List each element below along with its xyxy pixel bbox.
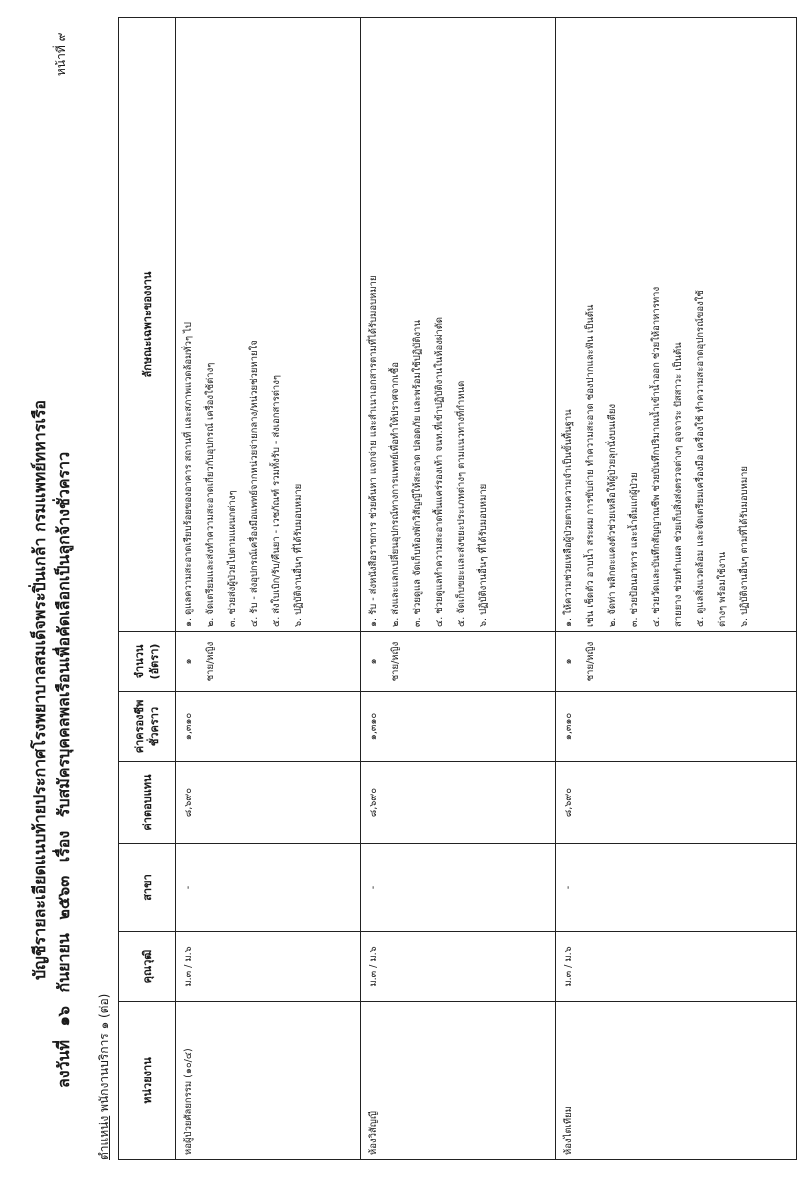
- duty-line: ๖. ปฏิบัติงานอื่นๆ ตามที่ได้รับมอบหมาย: [739, 466, 750, 627]
- position-line: [95, 994, 114, 1160]
- count-value: ๑: [368, 658, 379, 665]
- duty-line: ๓. ช่วยส่งผู้ป่วยไปตามแผนกต่างๆ: [227, 490, 238, 627]
- duty-line: ๒. จัดท่า พลิกตะแคงตัวช่วยเหลือให้ผู้ป่วยลุกนั่งบนเตียง: [607, 403, 618, 627]
- gender-value: ชาย/หญิง: [390, 641, 401, 682]
- pay-cell: ๘,๖๙๐: [176, 762, 361, 844]
- position-value: พนักงานบริการ ๑ (ต่อ): [97, 993, 111, 1116]
- gender-value: ชาย/หญิง: [205, 641, 216, 682]
- column-header-unit: หน่วยงาน: [119, 1002, 176, 1160]
- count-value: ๑: [183, 658, 194, 665]
- field-cell: -: [361, 844, 556, 932]
- page-number: หน้าที่ ๙: [54, 32, 68, 76]
- duty-line: ๖. ปฏิบัติงานอื่นๆ ที่ได้รับมอบหมาย: [293, 483, 304, 627]
- column-header-count: จำนวน (อัตรา): [119, 632, 176, 692]
- duty-line: ๕. ดูแลสิ่งแวดล้อม และจัดเตรียมเครื่องมือ เครื่องใช้ ทำความสะอาดอุปกรณ์ของใช้: [695, 290, 706, 627]
- count-cell: [361, 632, 556, 692]
- qualification-cell: ม.๓ / ม.๖: [361, 932, 556, 1002]
- column-header-duties: ลักษณะเฉพาะของงาน: [119, 18, 176, 632]
- job-details-table: [118, 17, 797, 1160]
- qualification-cell: ม.๓ / ม.๖: [176, 932, 361, 1002]
- table-row: [556, 18, 797, 1160]
- qualification-cell: ม.๓ / ม.๖: [556, 932, 797, 1002]
- duty-line: ต่างๆ พร้อมใช้งาน: [717, 551, 728, 627]
- column-header-allowance: ค่าครองชีพ ชั่วคราว: [119, 692, 176, 762]
- position-label: ตำแหน่ง: [97, 1115, 111, 1160]
- allowance-cell: ๑,๓๑๐: [176, 692, 361, 762]
- duty-line: ๑. ให้ความช่วยเหลือผู้ป่วยตามความจำเป็นขั้นพื้นฐาน: [563, 409, 574, 627]
- unit-cell: หอผู้ป่วยศัลยกรรม (๑๐/๔): [176, 1002, 361, 1160]
- column-header-qualification: คุณวุฒิ: [119, 932, 176, 1002]
- count-value: ๑: [563, 658, 574, 665]
- gender-value: ชาย/หญิง: [585, 641, 596, 682]
- duties-cell: [176, 18, 361, 632]
- allowance-cell: ๑,๓๑๐: [361, 692, 556, 762]
- duty-line: ๕. จัดเก็บขยะและส่งขยะประเภทต่างๆ ตามแนวทางที่กำหนด: [456, 380, 467, 627]
- table-row: [176, 18, 361, 1160]
- pay-cell: ๘,๖๙๐: [361, 762, 556, 844]
- count-cell: [556, 632, 797, 692]
- duty-line: ๔. ช่วยวัดและบันทึกสัญญาณชีพ ช่วยบันทึกปริมาณน้ำเข้าน้ำออก ช่วยให้อาหารทาง: [651, 286, 662, 627]
- duty-line: ๓. ช่วยดูแล จัดเก็บห้องพักวิสัญญีให้สะอาด ปลอดภัย และพร้อมใช้ปฏิบัติงาน: [412, 320, 423, 627]
- table-header-row: [119, 18, 176, 1160]
- count-cell: [176, 632, 361, 692]
- duty-line: ๕. ส่งใบเบิก/รับ/คืนยา - เวชภัณฑ์ รวมทั้งรับ - ส่งเอกสารต่างๆ: [271, 375, 282, 627]
- duty-line: ๖. ปฏิบัติงานอื่นๆ ที่ได้รับมอบหมาย: [478, 483, 489, 627]
- column-header-field: สาขา: [119, 844, 176, 932]
- duties-cell: [361, 18, 556, 632]
- duty-line: ๒. ส่งและแลกเปลี่ยนอุปกรณ์ทางการแพทย์เพื่อทำให้ปราศจากเชื้อ: [390, 362, 401, 627]
- pay-cell: ๘,๖๙๐: [556, 762, 797, 844]
- duty-line: ๑. รับ - ส่งหนังสือราชการ ช่วยค้นหา แจกจ่าย และสำเนาเอกสารตามที่ได้รับมอบหมาย: [368, 275, 379, 627]
- field-cell: -: [556, 844, 797, 932]
- duty-line: ๓. ช่วยป้อนอาหาร และน้ำดื่มแก่ผู้ป่วย: [629, 472, 640, 627]
- duty-line: ๒. จัดเตรียมและส่งทำความสะอาดเกี่ยวกับอุปกรณ์ เครื่องใช้ต่างๆ: [205, 362, 216, 627]
- duty-line: เช่น เช็ดตัว อาบน้ำ สระผม การขับถ่าย ทำความสะอาด ช่องปากและฟัน เป็นต้น: [585, 304, 596, 627]
- duty-line: สายยาง ช่วยทำแผล ช่วยเก็บสิ่งส่งตรวจต่างๆ อุจจาระ ปัสสาวะ เป็นต้น: [673, 342, 684, 627]
- allowance-cell: ๑,๓๑๐: [556, 692, 797, 762]
- table-row: [361, 18, 556, 1160]
- field-cell: -: [176, 844, 361, 932]
- duty-line: ๑. ดูแลความสะอาดเรียบร้อยของอาคาร สถานที่ และสภาพแวดล้อมทั่วๆ ไป: [183, 322, 194, 627]
- document-title-line-2: ลงวันที่ ๑๖ กันยายน ๒๕๖๓ เรื่อง รับสมัครบุคคลพลเรือนเพื่อคัดเลือกเป็นลูกจ้างชั่วคราว: [54, 451, 73, 1088]
- column-header-pay: ค่าตอบแทน: [119, 762, 176, 844]
- duties-cell: [556, 18, 797, 632]
- unit-cell: ห้องไตเทียม: [556, 1002, 797, 1160]
- duty-line: ๔. ช่วยดูแลทำความสะอาดพื้นแคร่รองเท้า จนท.ที่เข้าปฏิบัติงานในห้องผ่าตัด: [434, 316, 445, 627]
- duty-line: ๔. รับ - ส่งอุปกรณ์เครื่องมือแพทย์จากหน่วยจ่ายกลาง/หน่วยช่วยหายใจ: [249, 340, 260, 627]
- document-title-line-1: บัญชีรายละเอียดแนบท้ายประกาศโรงพยาบาลสมเด็จพระปิ่นเกล้า กรมแพทย์ทหารเรือ: [30, 399, 49, 980]
- unit-cell: ห้องวิสัญญี: [361, 1002, 556, 1160]
